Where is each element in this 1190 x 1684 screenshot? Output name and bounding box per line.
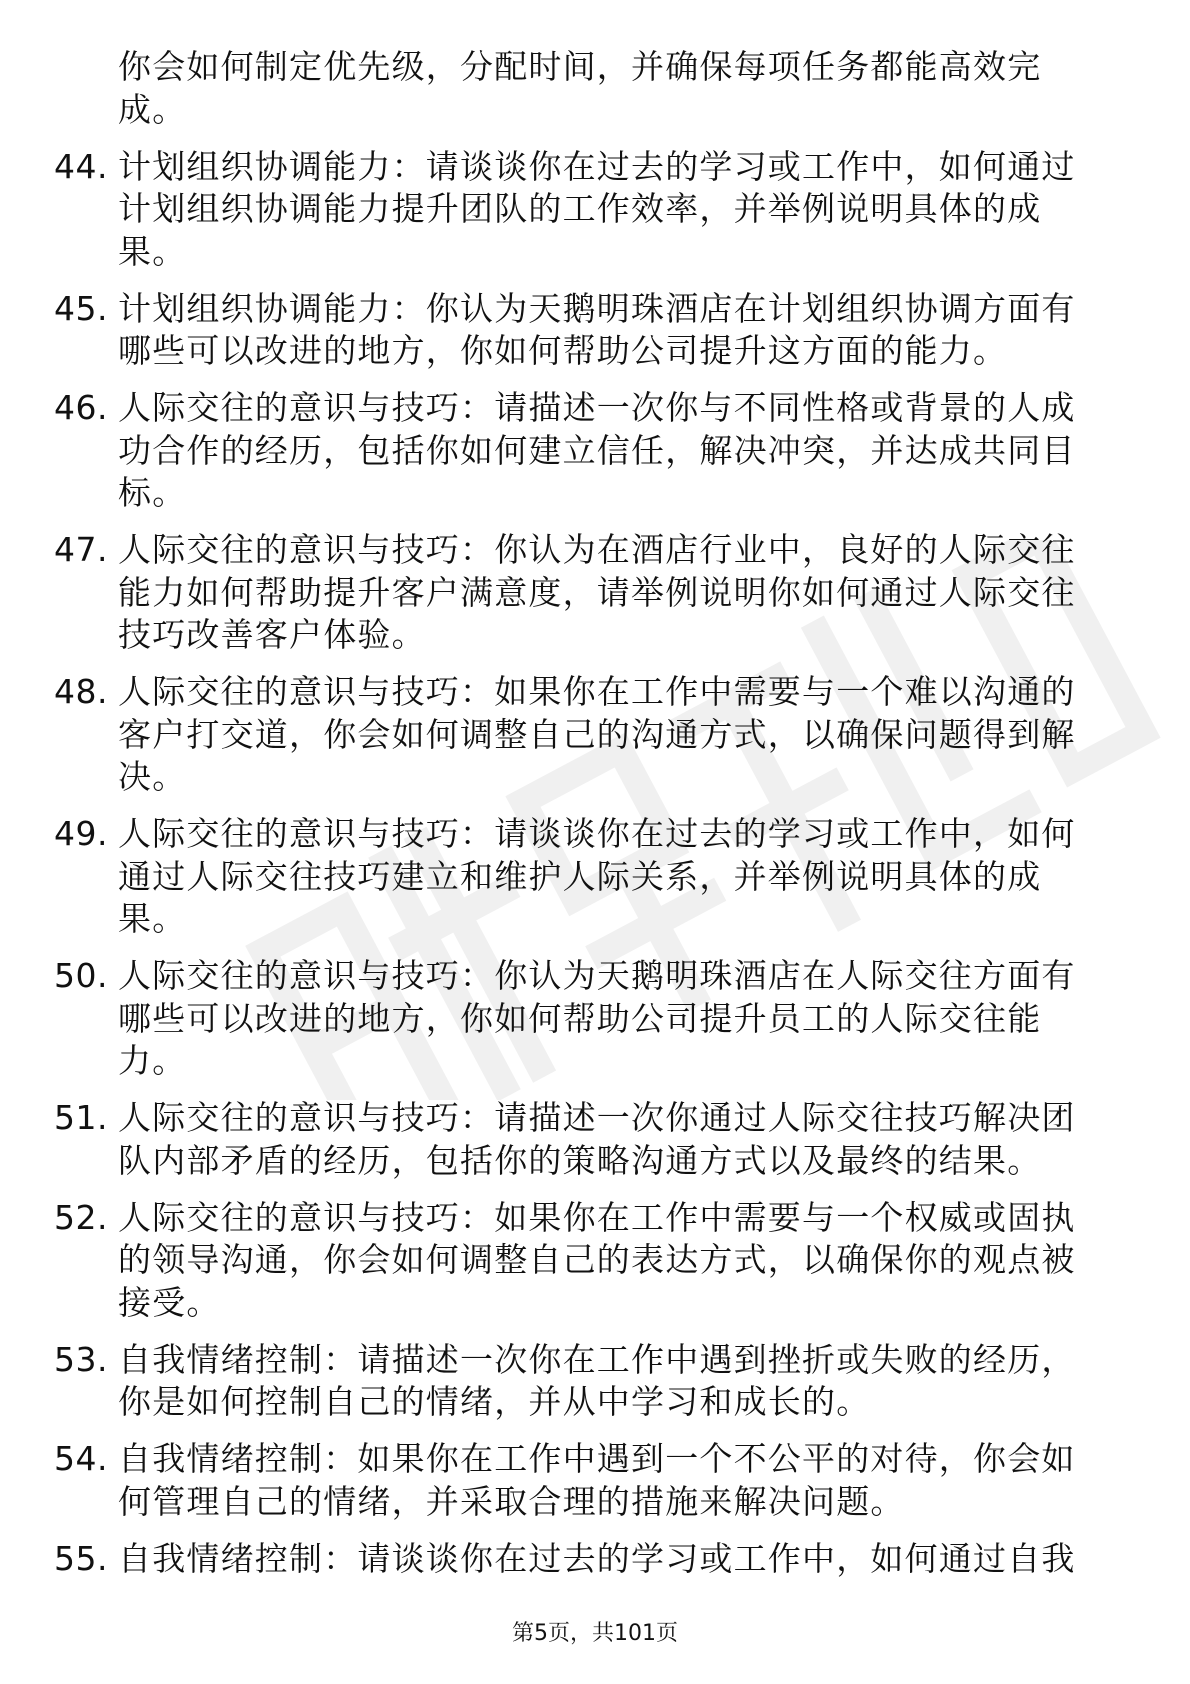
- item-number: 45.: [54, 288, 108, 328]
- item-number: 49.: [54, 814, 108, 853]
- list-item: [54, 529, 1104, 657]
- page-footer: 第5页，共101页: [512, 1621, 678, 1646]
- item-text: 人际交往的意识与技巧：如果你在工作中需要与一个难以沟通的客户打交道，你会如何调整自己的沟通方式，以确保问题得到解决。: [118, 672, 1076, 796]
- list-item: [54, 1438, 1104, 1523]
- item-number: 46.: [54, 388, 108, 427]
- item-number: 53.: [54, 1339, 108, 1379]
- item-number: 48.: [54, 672, 108, 711]
- item-number: 52.: [54, 1197, 108, 1237]
- list-item: [54, 1538, 1104, 1581]
- item-text: 人际交往的意识与技巧：请谈谈你在过去的学习或工作中，如何通过人际交往技巧建立和维护人际关系，并举例说明具体的成果。: [118, 814, 1076, 938]
- item-text: 你会如何制定优先级，分配时间，并确保每项任务都能高效完成。: [118, 47, 1042, 129]
- list-item: [54, 813, 1104, 941]
- list-item: [54, 1197, 1104, 1325]
- item-text: 自我情绪控制：请描述一次你在工作中遇到挫折或失败的经历，你是如何控制自己的情绪，并从中学习和成长的。: [118, 1339, 1076, 1421]
- list-item: [54, 46, 1104, 131]
- item-text: 人际交往的意识与技巧：请描述一次你与不同性格或背景的人成功合作的经历，包括你如何建立信任，解决冲突，并达成共同目标。: [118, 388, 1076, 512]
- list-item: [54, 1339, 1104, 1424]
- item-number: 47.: [54, 530, 108, 569]
- question-list: [54, 46, 1104, 1595]
- item-text: 人际交往的意识与技巧：你认为天鹅明珠酒店在人际交往方面有哪些可以改进的地方，你如何帮助公司提升员工的人际交往能力。: [118, 956, 1076, 1080]
- item-text: 自我情绪控制：如果你在工作中遇到一个不公平的对待，你会如何管理自己的情绪，并采取合理的措施来解决问题。: [118, 1439, 1076, 1521]
- item-text: 人际交往的意识与技巧：你认为在酒店行业中，良好的人际交往能力如何帮助提升客户满意度，请举例说明你如何通过人际交往技巧改善客户体验。: [118, 530, 1076, 654]
- list-item: [54, 288, 1104, 373]
- item-number: 54.: [54, 1439, 108, 1478]
- list-item: [54, 671, 1104, 799]
- item-number: 55.: [54, 1538, 108, 1578]
- list-item: [54, 146, 1104, 274]
- item-number: 51.: [54, 1098, 108, 1137]
- item-text: 人际交往的意识与技巧：请描述一次你通过人际交往技巧解决团队内部矛盾的经历，包括你的策略沟通方式以及最终的结果。: [118, 1098, 1076, 1180]
- list-item: [54, 1097, 1104, 1182]
- item-number: 44.: [54, 146, 108, 186]
- item-text: 自我情绪控制：请谈谈你在过去的学习或工作中，如何通过自我: [118, 1538, 1076, 1578]
- list-item: [54, 387, 1104, 515]
- item-text: 计划组织协调能力：你认为天鹅明珠酒店在计划组织协调方面有哪些可以改进的地方，你如何帮助公司提升这方面的能力。: [118, 288, 1076, 370]
- item-text: 人际交往的意识与技巧：如果你在工作中需要与一个权威或固执的领导沟通，你会如何调整自己的表达方式，以确保你的观点被接受。: [118, 1197, 1076, 1322]
- list-item: [54, 955, 1104, 1083]
- item-text: 计划组织协调能力：请谈谈你在过去的学习或工作中，如何通过计划组织协调能力提升团队的工作效率，并举例说明具体的成果。: [118, 146, 1076, 271]
- item-number: 50.: [54, 956, 108, 995]
